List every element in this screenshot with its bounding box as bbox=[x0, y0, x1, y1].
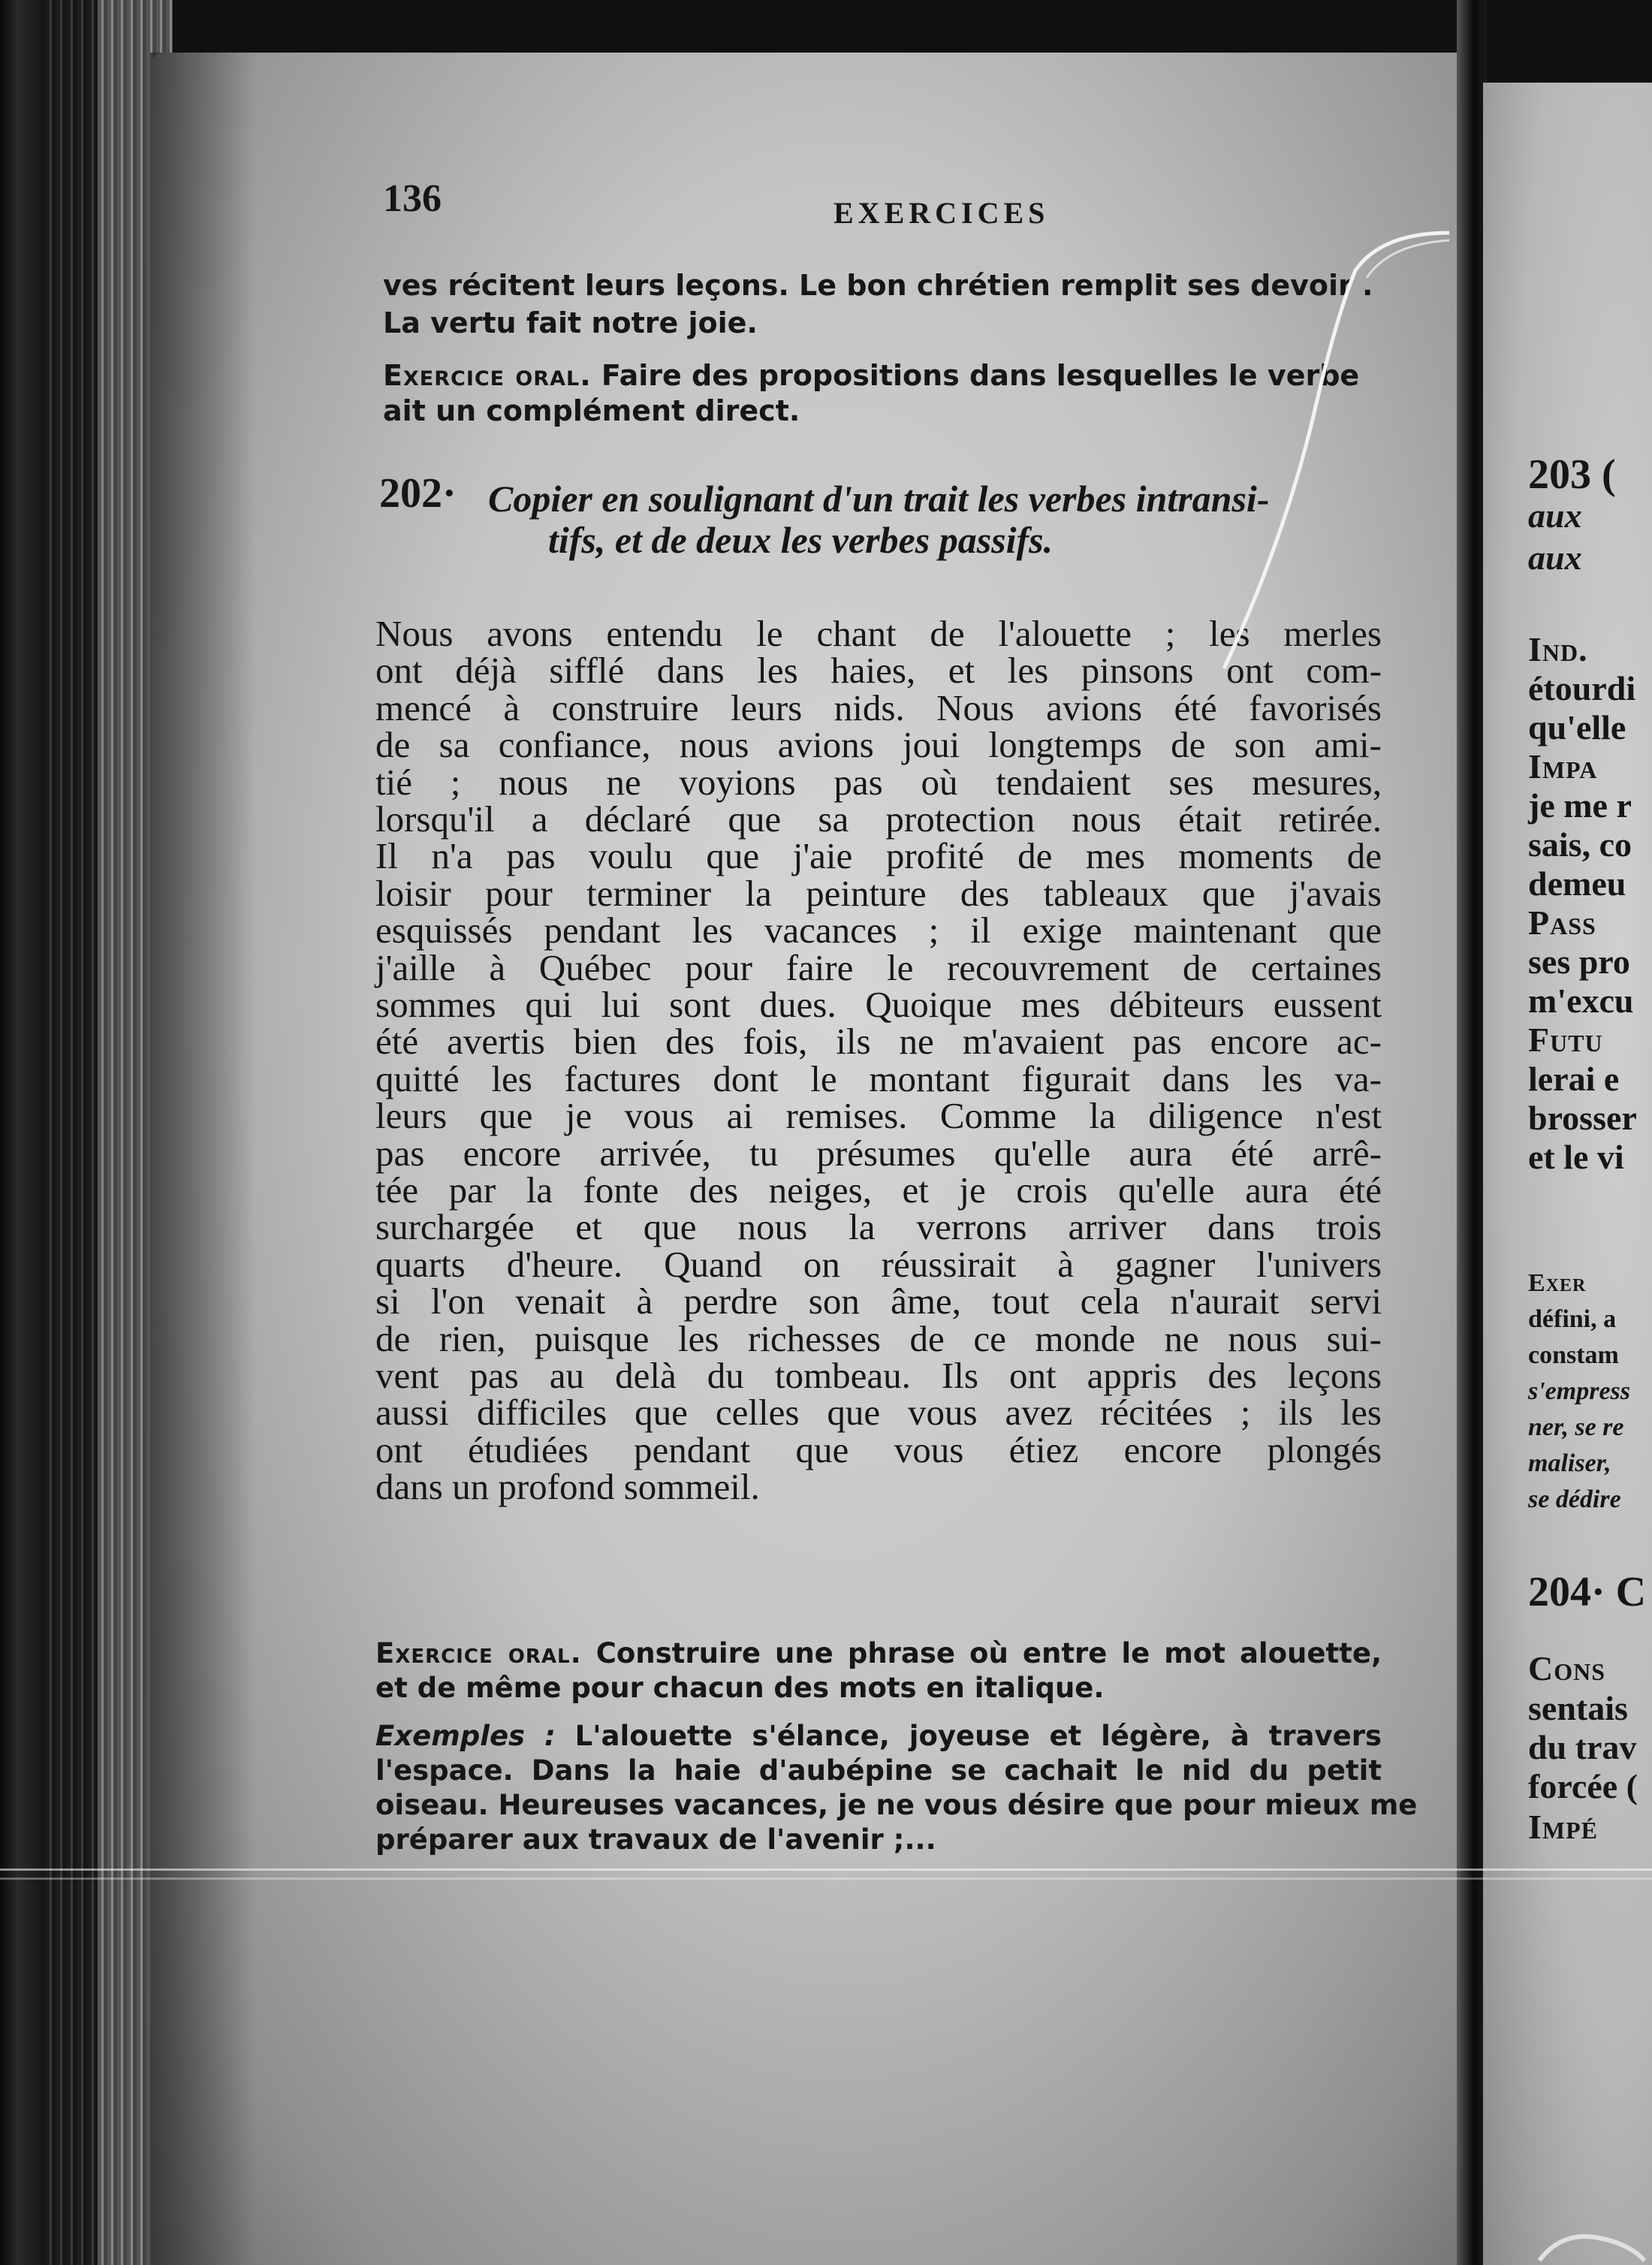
previous-line-1: ves récitent leurs leçons. Le bon chrétien remplit ses devoir . bbox=[383, 269, 1373, 302]
exercise-text-line: Nous avons entendu le chant de l'alouette ; les merles bbox=[375, 613, 1382, 654]
oral-exercise-2-line-1 bbox=[375, 1637, 1382, 1669]
right-page-fragment: sais, co bbox=[1528, 825, 1632, 864]
book-binding bbox=[0, 0, 45, 2265]
right-page-fragment: s'empress bbox=[1528, 1377, 1630, 1405]
scan-line-artifact bbox=[0, 1868, 1652, 1871]
exercise-text-line: surchargée et que nous la verrons arriver dans trois bbox=[375, 1206, 1382, 1248]
examples-line-1 bbox=[375, 1720, 1382, 1752]
right-page-fragment: Ind. bbox=[1528, 630, 1588, 668]
right-page-fragment: lerai e bbox=[1528, 1060, 1620, 1098]
exercise-text-line: dans un profond sommeil. bbox=[375, 1466, 760, 1508]
right-page-fragment: Impa bbox=[1528, 747, 1598, 786]
exercise-text-line: ont étudiées pendant que vous étiez encore plongés bbox=[375, 1428, 1382, 1470]
page-edges bbox=[45, 0, 98, 2265]
right-page-fragment: Cons bbox=[1528, 1649, 1606, 1687]
oral-exercise-2-text: Construire une phrase où entre le mot alouette, bbox=[595, 1637, 1382, 1669]
running-head: EXERCICES bbox=[834, 196, 1050, 230]
right-page-fragment: étourdi bbox=[1528, 669, 1636, 707]
exercise-text-line: ont déjà sifflé dans les haies, et les pinsons ont com- bbox=[375, 650, 1382, 692]
right-page-fragment: constam bbox=[1528, 1341, 1619, 1369]
oral-exercise-label: Exercice oral. bbox=[375, 1637, 582, 1669]
exercise-text-line: mencé à construire leurs nids. Nous avions été favorisés bbox=[375, 686, 1382, 728]
right-page-fragment: sentais bbox=[1528, 1689, 1628, 1727]
right-page-fragment: brosser bbox=[1528, 1099, 1637, 1137]
examples-text-1: L'alouette s'élance, joyeuse et légère, à travers bbox=[574, 1720, 1382, 1752]
right-page-fragment: aux bbox=[1528, 538, 1582, 577]
right-page-fragment: et le vi bbox=[1528, 1138, 1624, 1176]
exercise-text-line: loisir pour terminer la peinture des tableaux que j'avais bbox=[375, 872, 1382, 914]
previous-line-2: La vertu fait notre joie. bbox=[383, 306, 758, 339]
exercise-text-line: pas encore arrivée, tu présumes qu'elle aura été arrê- bbox=[375, 1132, 1382, 1174]
exercise-text-line: été avertis bien des fois, ils ne m'avaient pas encore ac- bbox=[375, 1021, 1382, 1063]
right-page-fragment: 203 ( bbox=[1528, 451, 1616, 498]
examples-line-4: préparer aux travaux de l'avenir ;... bbox=[375, 1823, 936, 1856]
oral-exercise-1-line-2: ait un complément direct. bbox=[383, 394, 800, 427]
exercise-text-line: de rien, puisque les richesses de ce monde ne nous sui- bbox=[375, 1317, 1382, 1359]
right-page-fragment: se dédire bbox=[1528, 1485, 1621, 1513]
exercise-text-line: esquissés pendant les vacances ; il exige maintenant que bbox=[375, 909, 1382, 952]
right-page-fragment: forcée ( bbox=[1528, 1767, 1638, 1805]
exercise-text-line: leurs que je vous ai remises. Comme la diligence n'est bbox=[375, 1095, 1382, 1137]
right-page-fragment: m'excu bbox=[1528, 982, 1634, 1020]
exercise-text-line: tié ; nous ne voyions pas où tendaient ses mesures, bbox=[375, 761, 1382, 803]
exercise-text-line: quarts d'heure. Quand on réussirait à gagner l'univers bbox=[375, 1243, 1382, 1285]
exercise-instruction-line-2: tifs, et de deux les verbes passifs. bbox=[548, 519, 1054, 561]
right-page-fragment: du trav bbox=[1528, 1728, 1637, 1766]
right-page-fragment: je me r bbox=[1528, 786, 1632, 825]
exercise-number: 202· bbox=[379, 470, 457, 517]
right-page-fragment: Pass bbox=[1528, 903, 1596, 942]
right-page-fragment: ses pro bbox=[1528, 942, 1630, 981]
book-gutter bbox=[1457, 0, 1487, 2265]
exercise-text-line: de sa confiance, nous avions joui longtemps de son ami- bbox=[375, 724, 1382, 766]
right-page-fragment: Impé bbox=[1528, 1808, 1598, 1846]
right-page-fragment: Exer bbox=[1528, 1269, 1587, 1297]
right-page-fragment: ner, se re bbox=[1528, 1413, 1624, 1441]
oral-exercise-label: Exercice oral. bbox=[383, 359, 592, 392]
right-page-fragment: aux bbox=[1528, 496, 1582, 535]
oral-exercise-2-line-2: et de même pour chacun des mots en italique. bbox=[375, 1672, 1105, 1704]
exercise-text-line: si l'on venait à perdre son âme, tout cela n'aurait servi bbox=[375, 1280, 1382, 1323]
scan-line-artifact bbox=[0, 1877, 1652, 1880]
right-page-fragment: Futu bbox=[1528, 1021, 1603, 1059]
oral-exercise-1-text: Faire des propositions dans lesquelles le verbe bbox=[601, 359, 1360, 392]
exercise-text-line: sommes qui lui sont dues. Quoique mes débiteurs eussent bbox=[375, 984, 1382, 1025]
exercise-text-line: quitté les factures dont le montant figurait dans les va- bbox=[375, 1057, 1382, 1099]
examples-label: Exemples : bbox=[375, 1720, 556, 1752]
right-page-fragment: défini, a bbox=[1528, 1305, 1617, 1333]
right-page-fragment: 204· C bbox=[1528, 1569, 1647, 1615]
tag-clip-mark bbox=[1532, 2223, 1652, 2265]
exercise-text-line: aussi difficiles que celles que vous avez récitées ; ils les bbox=[375, 1392, 1382, 1434]
page-number: 136 bbox=[383, 177, 442, 220]
exercise-text-line: Il n'a pas voulu que j'aie profité de mes moments de bbox=[375, 835, 1382, 877]
hair-line-mark bbox=[1194, 225, 1449, 676]
exercise-text-line: j'aille à Québec pour faire le recouvrement de certaines bbox=[375, 946, 1382, 988]
examples-line-3: oiseau. Heureuses vacances, je ne vous désire que pour mieux me bbox=[375, 1789, 1418, 1821]
exercise-instruction-line-1: Copier en soulignant d'un trait les verbes intransi- bbox=[488, 478, 1270, 520]
right-page-fragment: maliser, bbox=[1528, 1449, 1611, 1477]
exercise-text-line: lorsqu'il a déclaré que sa protection nous était retirée. bbox=[375, 798, 1382, 840]
right-page-fragment: demeu bbox=[1528, 864, 1626, 903]
examples-line-2: l'espace. Dans la haie d'aubépine se cachait le nid du petit bbox=[375, 1754, 1382, 1787]
exercise-text-line: tée par la fonte des neiges, et je crois qu'elle aura été bbox=[375, 1169, 1382, 1211]
exercise-text-line: vent pas au delà du tombeau. Ils ont appris des leçons bbox=[375, 1355, 1382, 1396]
right-page-fragment: qu'elle bbox=[1528, 708, 1626, 746]
